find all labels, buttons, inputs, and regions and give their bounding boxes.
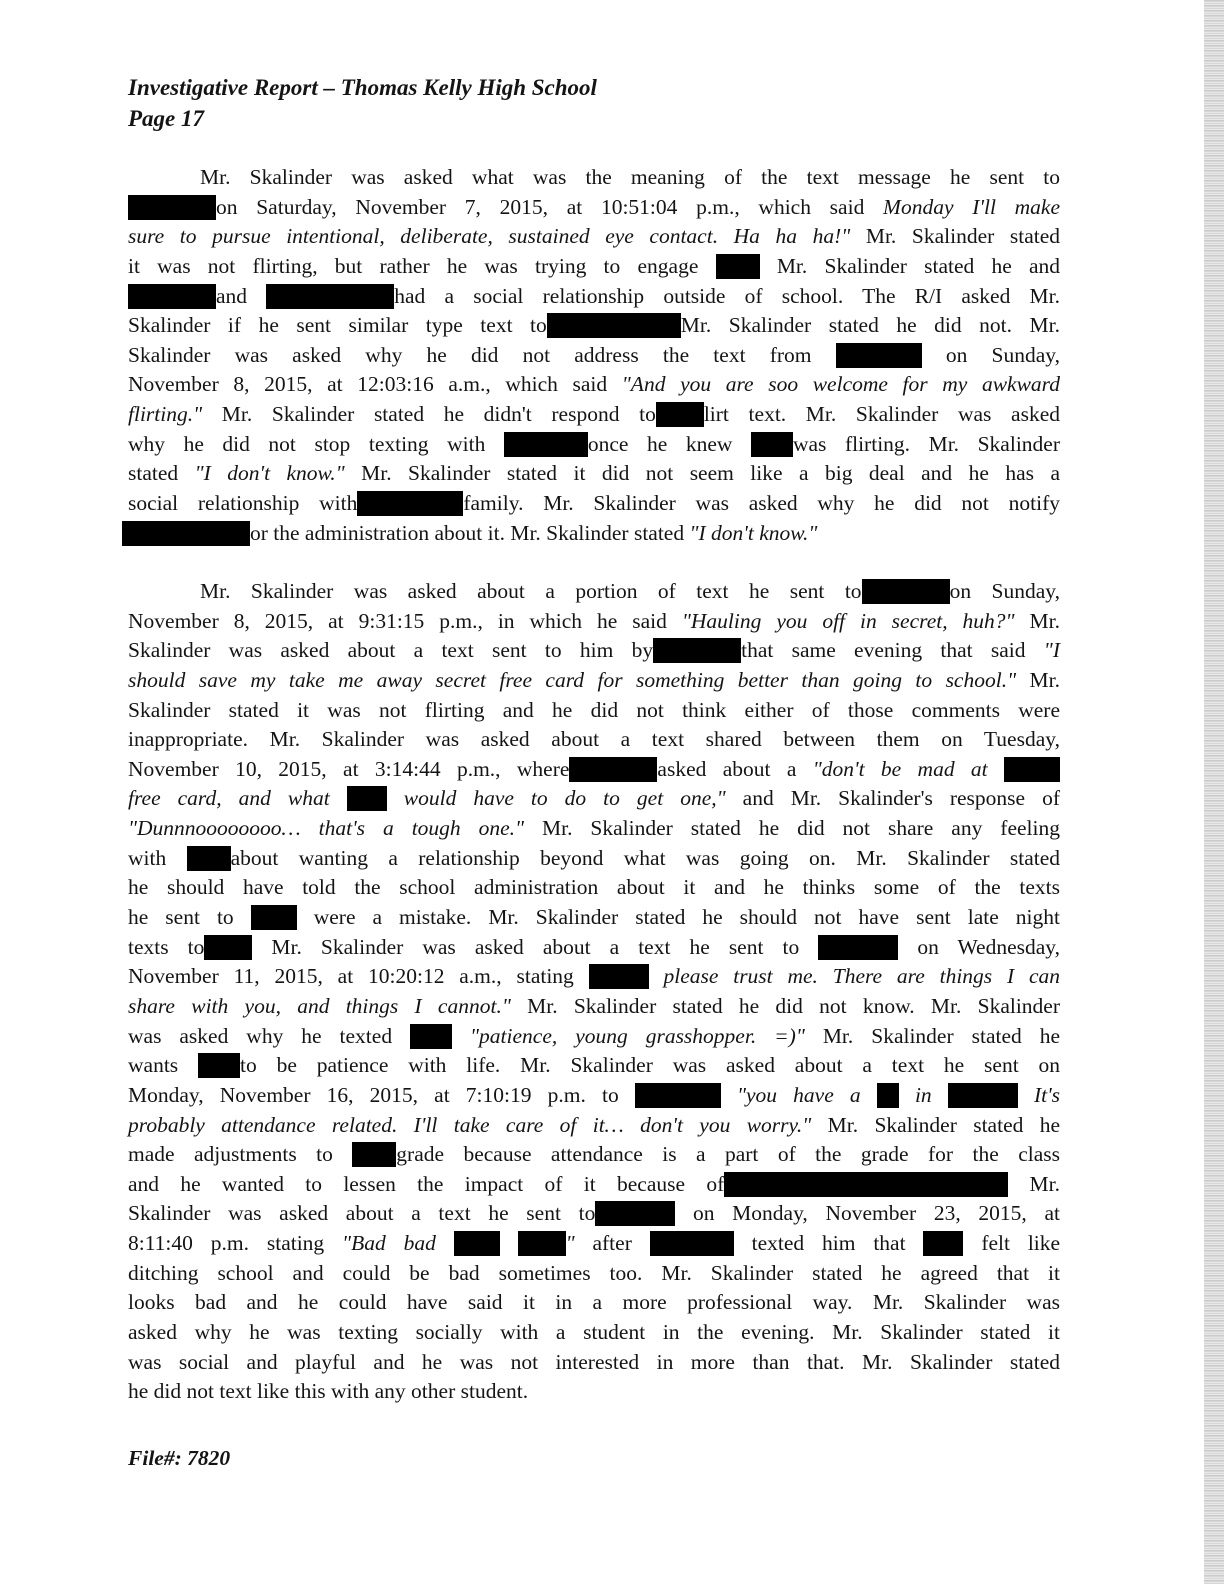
text-line: share with you, and things I cannot." Mr. Skalinder stated he did not know. Mr. Skalinder xyxy=(128,993,1061,1018)
text-line: made adjustments to grade because attendance is a part of the grade for the class xyxy=(128,1142,1060,1167)
text-line: November 10, 2015, at 3:14:44 p.m., where asked about a "don't be mad at xyxy=(128,755,1060,785)
text-line: Skalinder stated it was not flirting and he did not think either of those comments were xyxy=(128,697,1060,722)
text-line: wants to be patience with life. Mr. Skalinder was asked about a text he sent on xyxy=(128,1053,1061,1078)
page-number: Page 17 xyxy=(128,106,205,131)
text-line: November 8, 2015, at 12:03:16 a.m., which said "And you are soo welcome for my awkward xyxy=(128,372,1061,397)
text-line: Skalinder was asked why he did not address the text from on Sunday, xyxy=(128,342,1061,367)
redaction-block xyxy=(836,343,922,368)
redaction-block xyxy=(347,786,387,811)
text-line: Mr. Skalinder was asked what was the meaning of the text message he sent to xyxy=(200,165,1060,189)
text-line: 8:11:40 p.m. stating "Bad bad " after texted him that felt like xyxy=(128,1231,1061,1256)
text-line: and he wanted to lessen the impact of it because of Mr. xyxy=(128,1171,1060,1196)
text-line: he sent to were a mistake. Mr. Skalinder stated he should not have sent late night xyxy=(128,905,1061,930)
redaction-block xyxy=(251,905,297,930)
text-line: on Saturday, November 7, 2015, at 10:51:04 p.m., which said Monday I'll make xyxy=(128,193,1060,223)
text-line: it was not flirting, but rather he was trying to engage Mr. Skalinder stated he and xyxy=(128,253,1061,278)
text-line: flirting." Mr. Skalinder stated he didn't respond to lirt text. Mr. Skalinder was asked xyxy=(128,402,1060,427)
text-line: ditching school and could be bad sometimes too. Mr. Skalinder stated he agreed that it xyxy=(128,1260,1060,1285)
text-line: looks bad and he could have said it in a more professional way. Mr. Skalinder was xyxy=(128,1290,1060,1315)
text-line: Skalinder was asked about a text he sent to on Monday, November 23, 2015, at xyxy=(128,1201,1060,1226)
redaction-block xyxy=(518,1231,566,1256)
redaction-block xyxy=(569,757,657,782)
redaction-block xyxy=(751,432,793,457)
redaction-block xyxy=(187,846,231,871)
report-header xyxy=(128,72,597,134)
redaction-block xyxy=(504,432,588,457)
text-line: or the administration about it. Mr. Skalinder stated "I don't know." xyxy=(128,519,1060,549)
redaction-block xyxy=(818,935,898,960)
redaction-block xyxy=(716,254,760,279)
redaction-block xyxy=(862,579,950,604)
paragraph-2 xyxy=(128,577,1060,1407)
redaction-block xyxy=(204,935,252,960)
redaction-block xyxy=(128,195,216,220)
text-line: was social and playful and he was not interested in more than that. Mr. Skalinder stated xyxy=(128,1349,1060,1374)
text-line: November 8, 2015, at 9:31:15 p.m., in which he said "Hauling you off in secret, huh?" Mr. xyxy=(128,608,1061,633)
text-line: Mr. Skalinder was asked about a portion of text he sent to on Sunday, xyxy=(200,579,1061,603)
redaction-block xyxy=(266,284,394,309)
redaction-block xyxy=(352,1142,396,1167)
text-line: and had a social relationship outside of school. The R/I asked Mr. xyxy=(128,282,1060,312)
text-line: free card, and what would have to do to get one," and Mr. Skalinder's response of xyxy=(128,786,1060,811)
text-line: Skalinder if he sent similar type text to Mr. Skalinder stated he did not. Mr. xyxy=(128,313,1061,338)
text-line: why he did not stop texting with once he knew was flirting. Mr. Skalinder xyxy=(128,431,1060,456)
redaction-block xyxy=(948,1083,1018,1108)
scanned-page-edge xyxy=(1204,0,1224,1584)
text-line: sure to pursue intentional, deliberate, sustained eye contact. Ha ha ha!" Mr. Skalinder stated xyxy=(128,224,1060,249)
redaction-block xyxy=(547,313,681,338)
redaction-block xyxy=(128,284,216,309)
text-line: should save my take me away secret free card for something better than going to school." Mr. xyxy=(128,667,1060,692)
text-line: with about wanting a relationship beyond what was going on. Mr. Skalinder stated xyxy=(128,845,1060,870)
text-line: he should have told the school administration about it and he thinks some of the texts xyxy=(128,875,1060,900)
text-line: texts to Mr. Skalinder was asked about a text he sent to on Wednesday, xyxy=(128,934,1061,959)
redaction-block xyxy=(653,638,741,663)
paragraph-1 xyxy=(128,163,1060,548)
text-line: social relationship with family. Mr. Skalinder was asked why he did not notify xyxy=(128,491,1060,516)
text-line: "Dunnnoooooooo… that's a tough one." Mr. Skalinder stated he did not share any feeling xyxy=(128,816,1060,841)
text-line: Skalinder was asked about a text sent to him by that same evening that said "I xyxy=(128,638,1060,663)
text-line: November 11, 2015, at 10:20:12 a.m., stating please trust me. There are things I can xyxy=(128,964,1061,989)
report-title: Investigative Report – Thomas Kelly High School xyxy=(128,75,597,100)
redaction-block xyxy=(923,1231,963,1256)
redaction-block xyxy=(1004,757,1060,782)
redaction-block xyxy=(650,1231,734,1256)
redaction-block xyxy=(595,1201,675,1226)
text-line: stated "I don't know." Mr. Skalinder stated it did not seem like a big deal and he has a xyxy=(128,461,1061,486)
text-line: probably attendance related. I'll take care of it… don't you worry." Mr. Skalinder stated he xyxy=(128,1112,1061,1137)
redaction-block xyxy=(656,402,704,427)
redaction-block xyxy=(198,1053,240,1078)
redaction-block xyxy=(410,1024,452,1049)
text-line: asked why he was texting socially with a student in the evening. Mr. Skalinder stated it xyxy=(128,1320,1060,1345)
text-line: he did not text like this with any other student. xyxy=(128,1379,529,1404)
redaction-block xyxy=(877,1083,899,1108)
redaction-block xyxy=(454,1231,500,1256)
text-line: inappropriate. Mr. Skalinder was asked about a text shared between them on Tuesday, xyxy=(128,727,1060,752)
redaction-block xyxy=(122,521,250,546)
redaction-block xyxy=(635,1083,721,1108)
file-number: File#: 7820 xyxy=(128,1446,231,1470)
redaction-block xyxy=(357,491,463,516)
redaction-block xyxy=(589,964,649,989)
text-line: was asked why he texted "patience, young grasshopper. =)" Mr. Skalinder stated he xyxy=(128,1023,1060,1048)
text-line: Monday, November 16, 2015, at 7:10:19 p.m. to "you have a in It's xyxy=(128,1082,1061,1107)
redaction-block xyxy=(724,1172,1008,1197)
